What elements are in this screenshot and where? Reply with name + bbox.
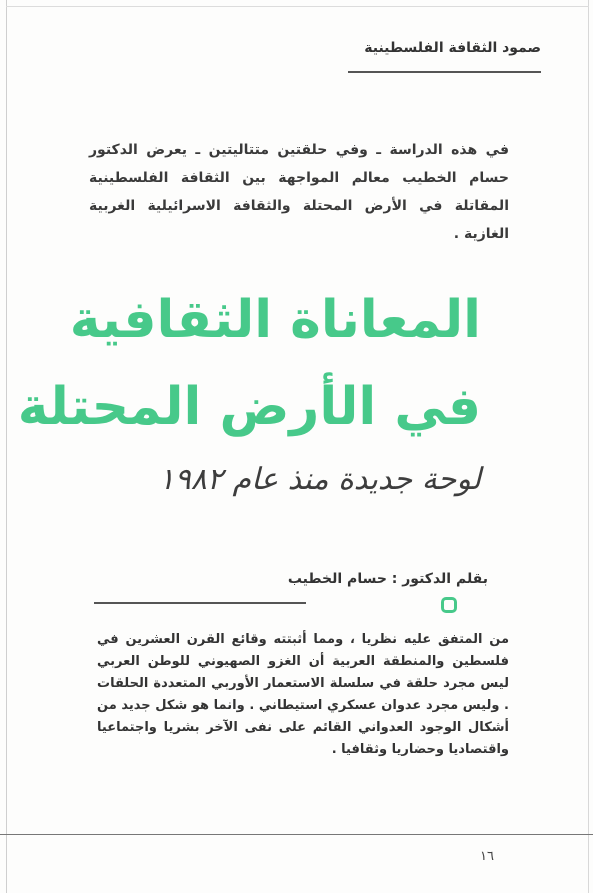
byline-underline bbox=[94, 602, 306, 604]
page-number: ١٦ bbox=[480, 849, 494, 864]
section-header: صمود الثقافة الفلسطينية bbox=[364, 40, 541, 56]
article-title-line-2: في الأرض المحتلة bbox=[17, 377, 481, 437]
author-byline: بقلم الدكتور : حسام الخطيب bbox=[287, 571, 488, 587]
article-title-line-1: المعاناة الثقافية bbox=[69, 290, 481, 350]
page-edge-left bbox=[6, 0, 7, 893]
page-edge-top bbox=[6, 6, 589, 7]
article-subtitle: لوحة جديدة منذ عام ١٩٨٢ bbox=[158, 462, 481, 497]
paragraph-bullet-icon bbox=[441, 597, 457, 613]
body-paragraph: من المتفق عليه نظريا ، ومما أثبتته وقائع القرن العشرين في فلسطين والمنطقة العربية أن الغزو الصهيوني للوطن العربي ليس مجرد حلقة في سلسلة الاستعمار الأوربي المتعددة الحلقات . وليس مجرد عدوان عسكري استيطاني . وانما هو شكل جديد من أشكال الوجود العدواني القائم على نفى الآخر بشريا واجتماعيا واقتصاديا وحضاريا وثقافيا . bbox=[97, 632, 509, 757]
footer-rule bbox=[0, 834, 593, 835]
intro-paragraph: في هذه الدراسة ـ وفي حلقتين متتاليتين ـ يعرض الدكتور حسام الخطيب معالم المواجهة بين الثقافة الفلسطينية المقاتلة في الأرض المحتلة والثقافة الاسرائيلية الغربية الغازية . bbox=[89, 142, 509, 242]
header-underline bbox=[348, 71, 541, 73]
page-edge-right bbox=[588, 0, 589, 893]
